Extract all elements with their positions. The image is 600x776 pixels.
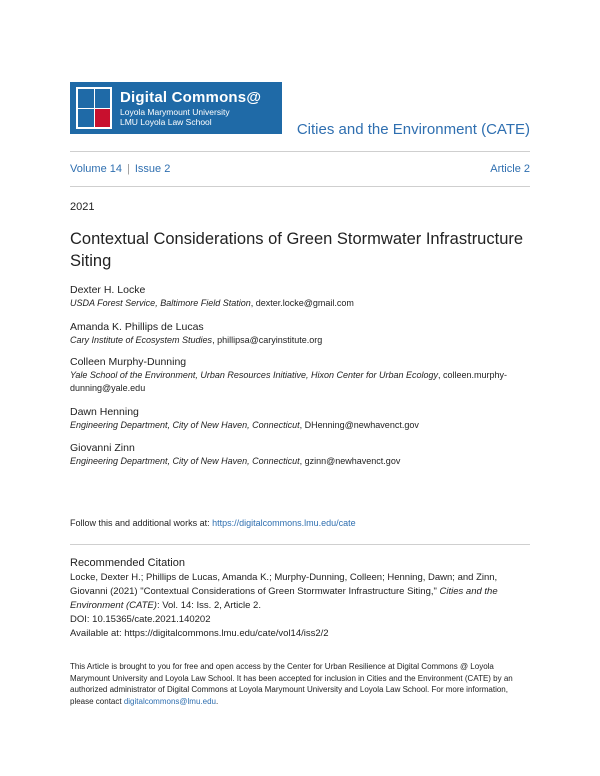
article-link[interactable]: Article 2: [490, 163, 530, 175]
issue-link[interactable]: Issue 2: [134, 163, 171, 175]
recommended-citation-heading: Recommended Citation: [70, 557, 185, 569]
author-email: , dexter.locke@gmail.com: [250, 298, 354, 308]
citation-volume: : Vol. 14: Iss. 2, Article 2.: [156, 600, 261, 611]
author-name: Dawn Henning: [70, 406, 139, 418]
citation-doi: DOI: 10.15365/cate.2021.140202: [70, 614, 211, 625]
author-name: Giovanni Zinn: [70, 442, 135, 454]
collection-link[interactable]: https://digitalcommons.lmu.edu/cate: [212, 518, 356, 528]
author-affiliation: Cary Institute of Ecosystem Studies: [70, 335, 213, 345]
divider-meta: [70, 186, 530, 187]
author-email: , phillipsa@caryinstitute.org: [212, 335, 323, 345]
author-email: , gzinn@newhavenct.gov: [299, 456, 401, 466]
author-email: , colleen.murphy-dunning@yale.edu: [70, 370, 508, 393]
logo-line2: LMU Loyola Law School: [120, 116, 212, 127]
author-block: [70, 355, 530, 395]
citation-journal: Cities and the Environment (CATE): [70, 586, 498, 611]
citation-url: Available at: https://digitalcommons.lmu.edu/cate/vol14/iss2/2: [70, 628, 329, 639]
author-affiliation: USDA Forest Service, Baltimore Field Station: [70, 298, 251, 308]
author-block: [70, 320, 530, 347]
digital-commons-logo[interactable]: [70, 82, 282, 134]
author-affiliation: Engineering Department, City of New Haven, Connecticut: [70, 456, 300, 466]
follow-text: Follow this and additional works at:: [70, 518, 213, 528]
author-affiliation: Yale School of the Environment, Urban Resources Initiative, Hixon Center for Urban Ecology: [70, 370, 439, 380]
author-name: Colleen Murphy-Dunning: [70, 356, 187, 368]
volume-link[interactable]: Volume 14: [70, 163, 122, 175]
access-footer: [70, 661, 532, 707]
author-block: [70, 405, 530, 432]
logo-title: Digital Commons@: [120, 89, 262, 106]
logo-line1: Loyola Marymount University: [120, 107, 230, 117]
logo-text: [120, 90, 261, 126]
author-name: Dexter H. Locke: [70, 284, 146, 296]
author-email: , DHenning@newhavenct.gov: [299, 420, 419, 430]
author-block: [70, 283, 530, 310]
footer-period: .: [215, 696, 219, 706]
author-block: [70, 441, 530, 468]
footer-text: This Article is brought to you for free and open access by the Center for Urban Resilience at Digital Commons @ Loyola Marymount University and Loyola Law School. It has been accepted for inclusion in Cities and the Environment (CATE) by an authorized administrator of Digital Commons at Loyola Marymount University and Loyola Law School. For more information, please contact: [70, 662, 513, 706]
citation-text: [70, 571, 532, 641]
lmu-crest-icon: [76, 87, 112, 129]
divider-top: [70, 151, 530, 152]
publication-year: 2021: [70, 201, 95, 213]
citation-authors: Locke, Dexter H.; Phillips de Lucas, Amanda K.; Murphy-Dunning, Colleen; Henning, Dawn; and Zinn, Giovanni (2021) "Contextual Considerations of Green Stormwater Infrastructure Siting,": [70, 572, 498, 597]
follow-line: [70, 518, 356, 528]
author-affiliation: Engineering Department, City of New Haven, Connecticut: [70, 420, 300, 430]
meta-separator: |: [126, 163, 130, 175]
journal-title-link[interactable]: Cities and the Environment (CATE): [296, 121, 530, 138]
contact-email-link[interactable]: digitalcommons@lmu.edu: [123, 696, 216, 706]
divider-citation: [70, 544, 530, 545]
author-name: Amanda K. Phillips de Lucas: [70, 321, 204, 333]
article-title: Contextual Considerations of Green Stormwater Infrastructure Siting: [70, 230, 524, 270]
